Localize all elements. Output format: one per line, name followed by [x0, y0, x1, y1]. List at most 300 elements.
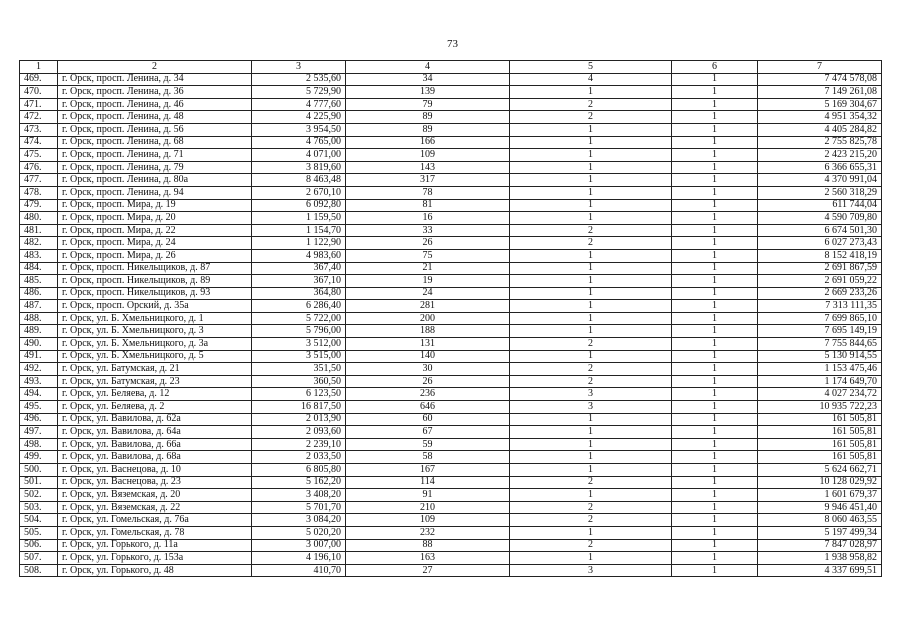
cell-row-number: 485.: [20, 275, 58, 288]
cell-amount: 161 505,81: [758, 413, 882, 426]
cell-quantity: 166: [346, 136, 510, 149]
cell-address: г. Орск, ул. Горького, д. 11а: [58, 539, 252, 552]
cell-row-number: 491.: [20, 350, 58, 363]
cell-flag: 1: [672, 86, 758, 99]
cell-quantity: 26: [346, 375, 510, 388]
table-row: [20, 501, 882, 514]
cell-quantity: 114: [346, 476, 510, 489]
cell-quantity: 131: [346, 338, 510, 351]
cell-address: г. Орск, просп. Никельщиков, д. 93: [58, 287, 252, 300]
page-number: 73: [447, 38, 458, 50]
cell-amount: 4 337 699,51: [758, 564, 882, 577]
cell-amount: 611 744,04: [758, 199, 882, 212]
table-row: [20, 438, 882, 451]
table-row: [20, 199, 882, 212]
cell-row-number: 476.: [20, 161, 58, 174]
cell-flag: 1: [672, 123, 758, 136]
cell-amount: 4 370 991,04: [758, 174, 882, 187]
cell-area: 4 225,90: [252, 111, 346, 124]
table-row: [20, 526, 882, 539]
table-row: [20, 149, 882, 162]
cell-area: 367,10: [252, 275, 346, 288]
cell-address: г. Орск, просп. Орский, д. 35а: [58, 300, 252, 313]
cell-flag: 1: [672, 212, 758, 225]
cell-address: г. Орск, ул. Б. Хмельницкого, д. 1: [58, 312, 252, 325]
cell-amount: 10 935 722,23: [758, 401, 882, 414]
table-row: [20, 136, 882, 149]
cell-area: 6 092,80: [252, 199, 346, 212]
cell-quantity: 188: [346, 325, 510, 338]
table-row: [20, 388, 882, 401]
table-row: [20, 275, 882, 288]
cell-area: 364,80: [252, 287, 346, 300]
cell-area: 4 765,00: [252, 136, 346, 149]
cell-amount: 7 847 028,97: [758, 539, 882, 552]
cell-area: 4 983,60: [252, 249, 346, 262]
table-row: [20, 73, 882, 86]
table-row: [20, 413, 882, 426]
cell-flag: 1: [672, 111, 758, 124]
cell-row-number: 483.: [20, 249, 58, 262]
cell-area: 5 722,00: [252, 312, 346, 325]
cell-flag: 1: [672, 249, 758, 262]
table-row: [20, 86, 882, 99]
cell-quantity: 91: [346, 489, 510, 502]
cell-flag: 1: [672, 526, 758, 539]
cell-address: г. Орск, просп. Ленина, д. 79: [58, 161, 252, 174]
cell-area: 2 033,50: [252, 451, 346, 464]
cell-row-number: 480.: [20, 212, 58, 225]
cell-row-number: 498.: [20, 438, 58, 451]
cell-area: 1 159,50: [252, 212, 346, 225]
cell-amount: 7 149 261,08: [758, 86, 882, 99]
cell-row-number: 488.: [20, 312, 58, 325]
cell-amount: 2 669 233,26: [758, 287, 882, 300]
cell-quantity: 59: [346, 438, 510, 451]
cell-count: 1: [510, 262, 672, 275]
table-row: [20, 186, 882, 199]
cell-flag: 1: [672, 413, 758, 426]
cell-quantity: 109: [346, 514, 510, 527]
table-row: [20, 363, 882, 376]
cell-count: 3: [510, 564, 672, 577]
table-row: [20, 401, 882, 414]
table-body: [20, 73, 882, 577]
cell-address: г. Орск, ул. Беляева, д. 12: [58, 388, 252, 401]
cell-amount: 8 152 418,19: [758, 249, 882, 262]
cell-flag: 1: [672, 325, 758, 338]
cell-quantity: 34: [346, 73, 510, 86]
cell-quantity: 19: [346, 275, 510, 288]
cell-amount: 6 674 501,30: [758, 224, 882, 237]
cell-row-number: 495.: [20, 401, 58, 414]
cell-row-number: 475.: [20, 149, 58, 162]
cell-address: г. Орск, ул. Вавилова, д. 66а: [58, 438, 252, 451]
cell-flag: 1: [672, 186, 758, 199]
cell-flag: 1: [672, 564, 758, 577]
cell-quantity: 21: [346, 262, 510, 275]
cell-amount: 7 699 865,10: [758, 312, 882, 325]
cell-quantity: 60: [346, 413, 510, 426]
cell-row-number: 501.: [20, 476, 58, 489]
cell-row-number: 506.: [20, 539, 58, 552]
cell-flag: 1: [672, 426, 758, 439]
column-header-6: 6: [672, 61, 758, 74]
cell-amount: 5 197 499,34: [758, 526, 882, 539]
cell-amount: 2 691 059,22: [758, 275, 882, 288]
cell-quantity: 236: [346, 388, 510, 401]
cell-quantity: 143: [346, 161, 510, 174]
cell-row-number: 479.: [20, 199, 58, 212]
table-header-row: [20, 61, 882, 74]
cell-amount: 1 174 649,70: [758, 375, 882, 388]
cell-flag: 1: [672, 552, 758, 565]
cell-row-number: 470.: [20, 86, 58, 99]
table-row: [20, 476, 882, 489]
cell-amount: 161 505,81: [758, 451, 882, 464]
cell-row-number: 474.: [20, 136, 58, 149]
cell-count: 1: [510, 350, 672, 363]
table-row: [20, 249, 882, 262]
cell-count: 1: [510, 212, 672, 225]
table-row: [20, 98, 882, 111]
column-header-7: 7: [758, 61, 882, 74]
table-row: [20, 564, 882, 577]
table-row: [20, 312, 882, 325]
cell-count: 1: [510, 526, 672, 539]
cell-amount: 5 130 914,55: [758, 350, 882, 363]
cell-quantity: 79: [346, 98, 510, 111]
cell-address: г. Орск, просп. Ленина, д. 36: [58, 86, 252, 99]
cell-count: 1: [510, 552, 672, 565]
cell-address: г. Орск, ул. Вавилова, д. 62а: [58, 413, 252, 426]
cell-count: 1: [510, 413, 672, 426]
cell-count: 1: [510, 186, 672, 199]
cell-area: 1 122,90: [252, 237, 346, 250]
cell-count: 2: [510, 338, 672, 351]
table-row: [20, 300, 882, 313]
cell-amount: 1 938 958,82: [758, 552, 882, 565]
cell-area: 5 701,70: [252, 501, 346, 514]
cell-count: 2: [510, 514, 672, 527]
table-row: [20, 539, 882, 552]
cell-flag: 1: [672, 73, 758, 86]
cell-amount: 2 423 215,20: [758, 149, 882, 162]
cell-address: г. Орск, просп. Мира, д. 22: [58, 224, 252, 237]
cell-amount: 6 366 655,31: [758, 161, 882, 174]
cell-row-number: 481.: [20, 224, 58, 237]
cell-area: 4 071,00: [252, 149, 346, 162]
cell-area: 367,40: [252, 262, 346, 275]
cell-address: г. Орск, ул. Б. Хмельницкого, д. 3: [58, 325, 252, 338]
cell-area: 3 084,20: [252, 514, 346, 527]
cell-quantity: 26: [346, 237, 510, 250]
cell-amount: 1 601 679,37: [758, 489, 882, 502]
cell-area: 351,50: [252, 363, 346, 376]
cell-area: 6 286,40: [252, 300, 346, 313]
cell-amount: 4 027 234,72: [758, 388, 882, 401]
cell-amount: 7 695 149,19: [758, 325, 882, 338]
cell-area: 410,70: [252, 564, 346, 577]
cell-address: г. Орск, просп. Ленина, д. 56: [58, 123, 252, 136]
cell-address: г. Орск, просп. Никельщиков, д. 87: [58, 262, 252, 275]
table-row: [20, 426, 882, 439]
cell-row-number: 478.: [20, 186, 58, 199]
cell-area: 4 196,10: [252, 552, 346, 565]
cell-flag: 1: [672, 161, 758, 174]
cell-count: 1: [510, 249, 672, 262]
cell-quantity: 27: [346, 564, 510, 577]
cell-address: г. Орск, ул. Беляева, д. 2: [58, 401, 252, 414]
cell-area: 3 515,00: [252, 350, 346, 363]
cell-quantity: 88: [346, 539, 510, 552]
cell-area: 3 819,60: [252, 161, 346, 174]
table-row: [20, 224, 882, 237]
cell-flag: 1: [672, 275, 758, 288]
cell-quantity: 210: [346, 501, 510, 514]
column-header-1: 1: [20, 61, 58, 74]
cell-address: г. Орск, ул. Батумская, д. 23: [58, 375, 252, 388]
cell-area: 1 154,70: [252, 224, 346, 237]
cell-row-number: 500.: [20, 464, 58, 477]
cell-address: г. Орск, ул. Васнецова, д. 23: [58, 476, 252, 489]
cell-flag: 1: [672, 363, 758, 376]
cell-row-number: 471.: [20, 98, 58, 111]
cell-quantity: 24: [346, 287, 510, 300]
cell-area: 3 512,00: [252, 338, 346, 351]
table-row: [20, 237, 882, 250]
cell-address: г. Орск, ул. Вяземская, д. 20: [58, 489, 252, 502]
cell-quantity: 81: [346, 199, 510, 212]
cell-quantity: 140: [346, 350, 510, 363]
cell-row-number: 503.: [20, 501, 58, 514]
table-row: [20, 552, 882, 565]
cell-count: 2: [510, 501, 672, 514]
cell-quantity: 317: [346, 174, 510, 187]
cell-flag: 1: [672, 464, 758, 477]
cell-quantity: 163: [346, 552, 510, 565]
cell-amount: 2 691 867,59: [758, 262, 882, 275]
table-row: [20, 325, 882, 338]
cell-address: г. Орск, просп. Мира, д. 26: [58, 249, 252, 262]
cell-quantity: 30: [346, 363, 510, 376]
cell-area: 360,50: [252, 375, 346, 388]
cell-count: 1: [510, 325, 672, 338]
cell-count: 3: [510, 401, 672, 414]
cell-quantity: 200: [346, 312, 510, 325]
cell-count: 1: [510, 136, 672, 149]
cell-amount: 4 590 709,80: [758, 212, 882, 225]
cell-flag: 1: [672, 401, 758, 414]
cell-address: г. Орск, просп. Ленина, д. 68: [58, 136, 252, 149]
cell-row-number: 496.: [20, 413, 58, 426]
cell-count: 1: [510, 174, 672, 187]
cell-count: 2: [510, 237, 672, 250]
cell-amount: 9 946 451,40: [758, 501, 882, 514]
cell-quantity: 75: [346, 249, 510, 262]
table-row: [20, 212, 882, 225]
cell-quantity: 139: [346, 86, 510, 99]
cell-flag: 1: [672, 350, 758, 363]
cell-count: 1: [510, 161, 672, 174]
cell-row-number: 507.: [20, 552, 58, 565]
cell-row-number: 505.: [20, 526, 58, 539]
column-header-5: 5: [510, 61, 672, 74]
cell-quantity: 33: [346, 224, 510, 237]
table-row: [20, 451, 882, 464]
cell-quantity: 109: [346, 149, 510, 162]
cell-row-number: 482.: [20, 237, 58, 250]
cell-flag: 1: [672, 388, 758, 401]
cell-flag: 1: [672, 312, 758, 325]
cell-row-number: 494.: [20, 388, 58, 401]
cell-quantity: 89: [346, 123, 510, 136]
cell-area: 2 535,60: [252, 73, 346, 86]
cell-flag: 1: [672, 375, 758, 388]
cell-address: г. Орск, ул. Гомельская, д. 76а: [58, 514, 252, 527]
cell-address: г. Орск, ул. Вавилова, д. 64а: [58, 426, 252, 439]
cell-row-number: 487.: [20, 300, 58, 313]
cell-area: 5 020,20: [252, 526, 346, 539]
column-header-3: 3: [252, 61, 346, 74]
cell-row-number: 489.: [20, 325, 58, 338]
cell-amount: 4 951 354,32: [758, 111, 882, 124]
cell-flag: 1: [672, 476, 758, 489]
cell-count: 1: [510, 464, 672, 477]
column-header-2: 2: [58, 61, 252, 74]
cell-amount: 2 560 318,29: [758, 186, 882, 199]
table-row: [20, 123, 882, 136]
cell-area: 6 123,50: [252, 388, 346, 401]
cell-amount: 6 027 273,43: [758, 237, 882, 250]
cell-flag: 1: [672, 136, 758, 149]
cell-amount: 5 624 662,71: [758, 464, 882, 477]
cell-address: г. Орск, просп. Ленина, д. 46: [58, 98, 252, 111]
cell-count: 3: [510, 388, 672, 401]
cell-row-number: 497.: [20, 426, 58, 439]
cell-flag: 1: [672, 501, 758, 514]
cell-flag: 1: [672, 539, 758, 552]
cell-area: 5 162,20: [252, 476, 346, 489]
cell-quantity: 78: [346, 186, 510, 199]
cell-count: 4: [510, 73, 672, 86]
cell-quantity: 58: [346, 451, 510, 464]
cell-area: 2 093,60: [252, 426, 346, 439]
table-row: [20, 174, 882, 187]
cell-address: г. Орск, просп. Мира, д. 24: [58, 237, 252, 250]
table-row: [20, 489, 882, 502]
cell-count: 1: [510, 199, 672, 212]
cell-amount: 8 060 463,55: [758, 514, 882, 527]
table-row: [20, 111, 882, 124]
cell-area: 2 670,10: [252, 186, 346, 199]
cell-flag: 1: [672, 451, 758, 464]
cell-row-number: 493.: [20, 375, 58, 388]
cell-quantity: 646: [346, 401, 510, 414]
column-header-4: 4: [346, 61, 510, 74]
cell-address: г. Орск, ул. Б. Хмельницкого, д. 5: [58, 350, 252, 363]
cell-count: 1: [510, 489, 672, 502]
cell-flag: 1: [672, 287, 758, 300]
cell-count: 1: [510, 426, 672, 439]
cell-count: 1: [510, 438, 672, 451]
cell-flag: 1: [672, 199, 758, 212]
cell-address: г. Орск, ул. Горького, д. 153а: [58, 552, 252, 565]
cell-amount: 7 755 844,65: [758, 338, 882, 351]
cell-flag: 1: [672, 338, 758, 351]
cell-count: 2: [510, 476, 672, 489]
cell-address: г. Орск, ул. Горького, д. 48: [58, 564, 252, 577]
cell-count: 2: [510, 363, 672, 376]
cell-count: 1: [510, 312, 672, 325]
cell-address: г. Орск, ул. Вавилова, д. 68а: [58, 451, 252, 464]
cell-address: г. Орск, просп. Мира, д. 20: [58, 212, 252, 225]
cell-row-number: 492.: [20, 363, 58, 376]
buildings-table: [19, 60, 882, 577]
cell-amount: 161 505,81: [758, 426, 882, 439]
cell-address: г. Орск, ул. Батумская, д. 21: [58, 363, 252, 376]
cell-area: 2 239,10: [252, 438, 346, 451]
cell-count: 1: [510, 275, 672, 288]
table-row: [20, 287, 882, 300]
cell-amount: 4 405 284,82: [758, 123, 882, 136]
cell-flag: 1: [672, 149, 758, 162]
table-row: [20, 464, 882, 477]
cell-count: 1: [510, 287, 672, 300]
cell-area: 6 805,80: [252, 464, 346, 477]
cell-address: г. Орск, ул. Васнецова, д. 10: [58, 464, 252, 477]
cell-area: 2 013,90: [252, 413, 346, 426]
cell-count: 2: [510, 98, 672, 111]
cell-row-number: 484.: [20, 262, 58, 275]
cell-address: г. Орск, ул. Гомельская, д. 78: [58, 526, 252, 539]
cell-address: г. Орск, ул. Б. Хмельницкого, д. 3а: [58, 338, 252, 351]
cell-amount: 5 169 304,67: [758, 98, 882, 111]
table-row: [20, 350, 882, 363]
cell-amount: 10 128 029,92: [758, 476, 882, 489]
cell-address: г. Орск, просп. Никельщиков, д. 89: [58, 275, 252, 288]
cell-quantity: 16: [346, 212, 510, 225]
cell-count: 1: [510, 123, 672, 136]
cell-count: 2: [510, 375, 672, 388]
cell-amount: 2 755 825,78: [758, 136, 882, 149]
cell-count: 2: [510, 111, 672, 124]
cell-count: 1: [510, 86, 672, 99]
cell-row-number: 472.: [20, 111, 58, 124]
cell-address: г. Орск, просп. Ленина, д. 94: [58, 186, 252, 199]
cell-row-number: 508.: [20, 564, 58, 577]
cell-flag: 1: [672, 174, 758, 187]
cell-address: г. Орск, просп. Ленина, д. 34: [58, 73, 252, 86]
cell-count: 1: [510, 149, 672, 162]
table-row: [20, 338, 882, 351]
cell-area: 5 729,90: [252, 86, 346, 99]
cell-address: г. Орск, просп. Ленина, д. 71: [58, 149, 252, 162]
cell-amount: 7 313 111,35: [758, 300, 882, 313]
cell-row-number: 499.: [20, 451, 58, 464]
cell-flag: 1: [672, 237, 758, 250]
cell-count: 2: [510, 224, 672, 237]
cell-row-number: 504.: [20, 514, 58, 527]
table-row: [20, 514, 882, 527]
cell-row-number: 473.: [20, 123, 58, 136]
cell-amount: 161 505,81: [758, 438, 882, 451]
cell-count: 1: [510, 451, 672, 464]
cell-row-number: 502.: [20, 489, 58, 502]
cell-row-number: 486.: [20, 287, 58, 300]
cell-area: 5 796,00: [252, 325, 346, 338]
cell-address: г. Орск, просп. Ленина, д. 80а: [58, 174, 252, 187]
